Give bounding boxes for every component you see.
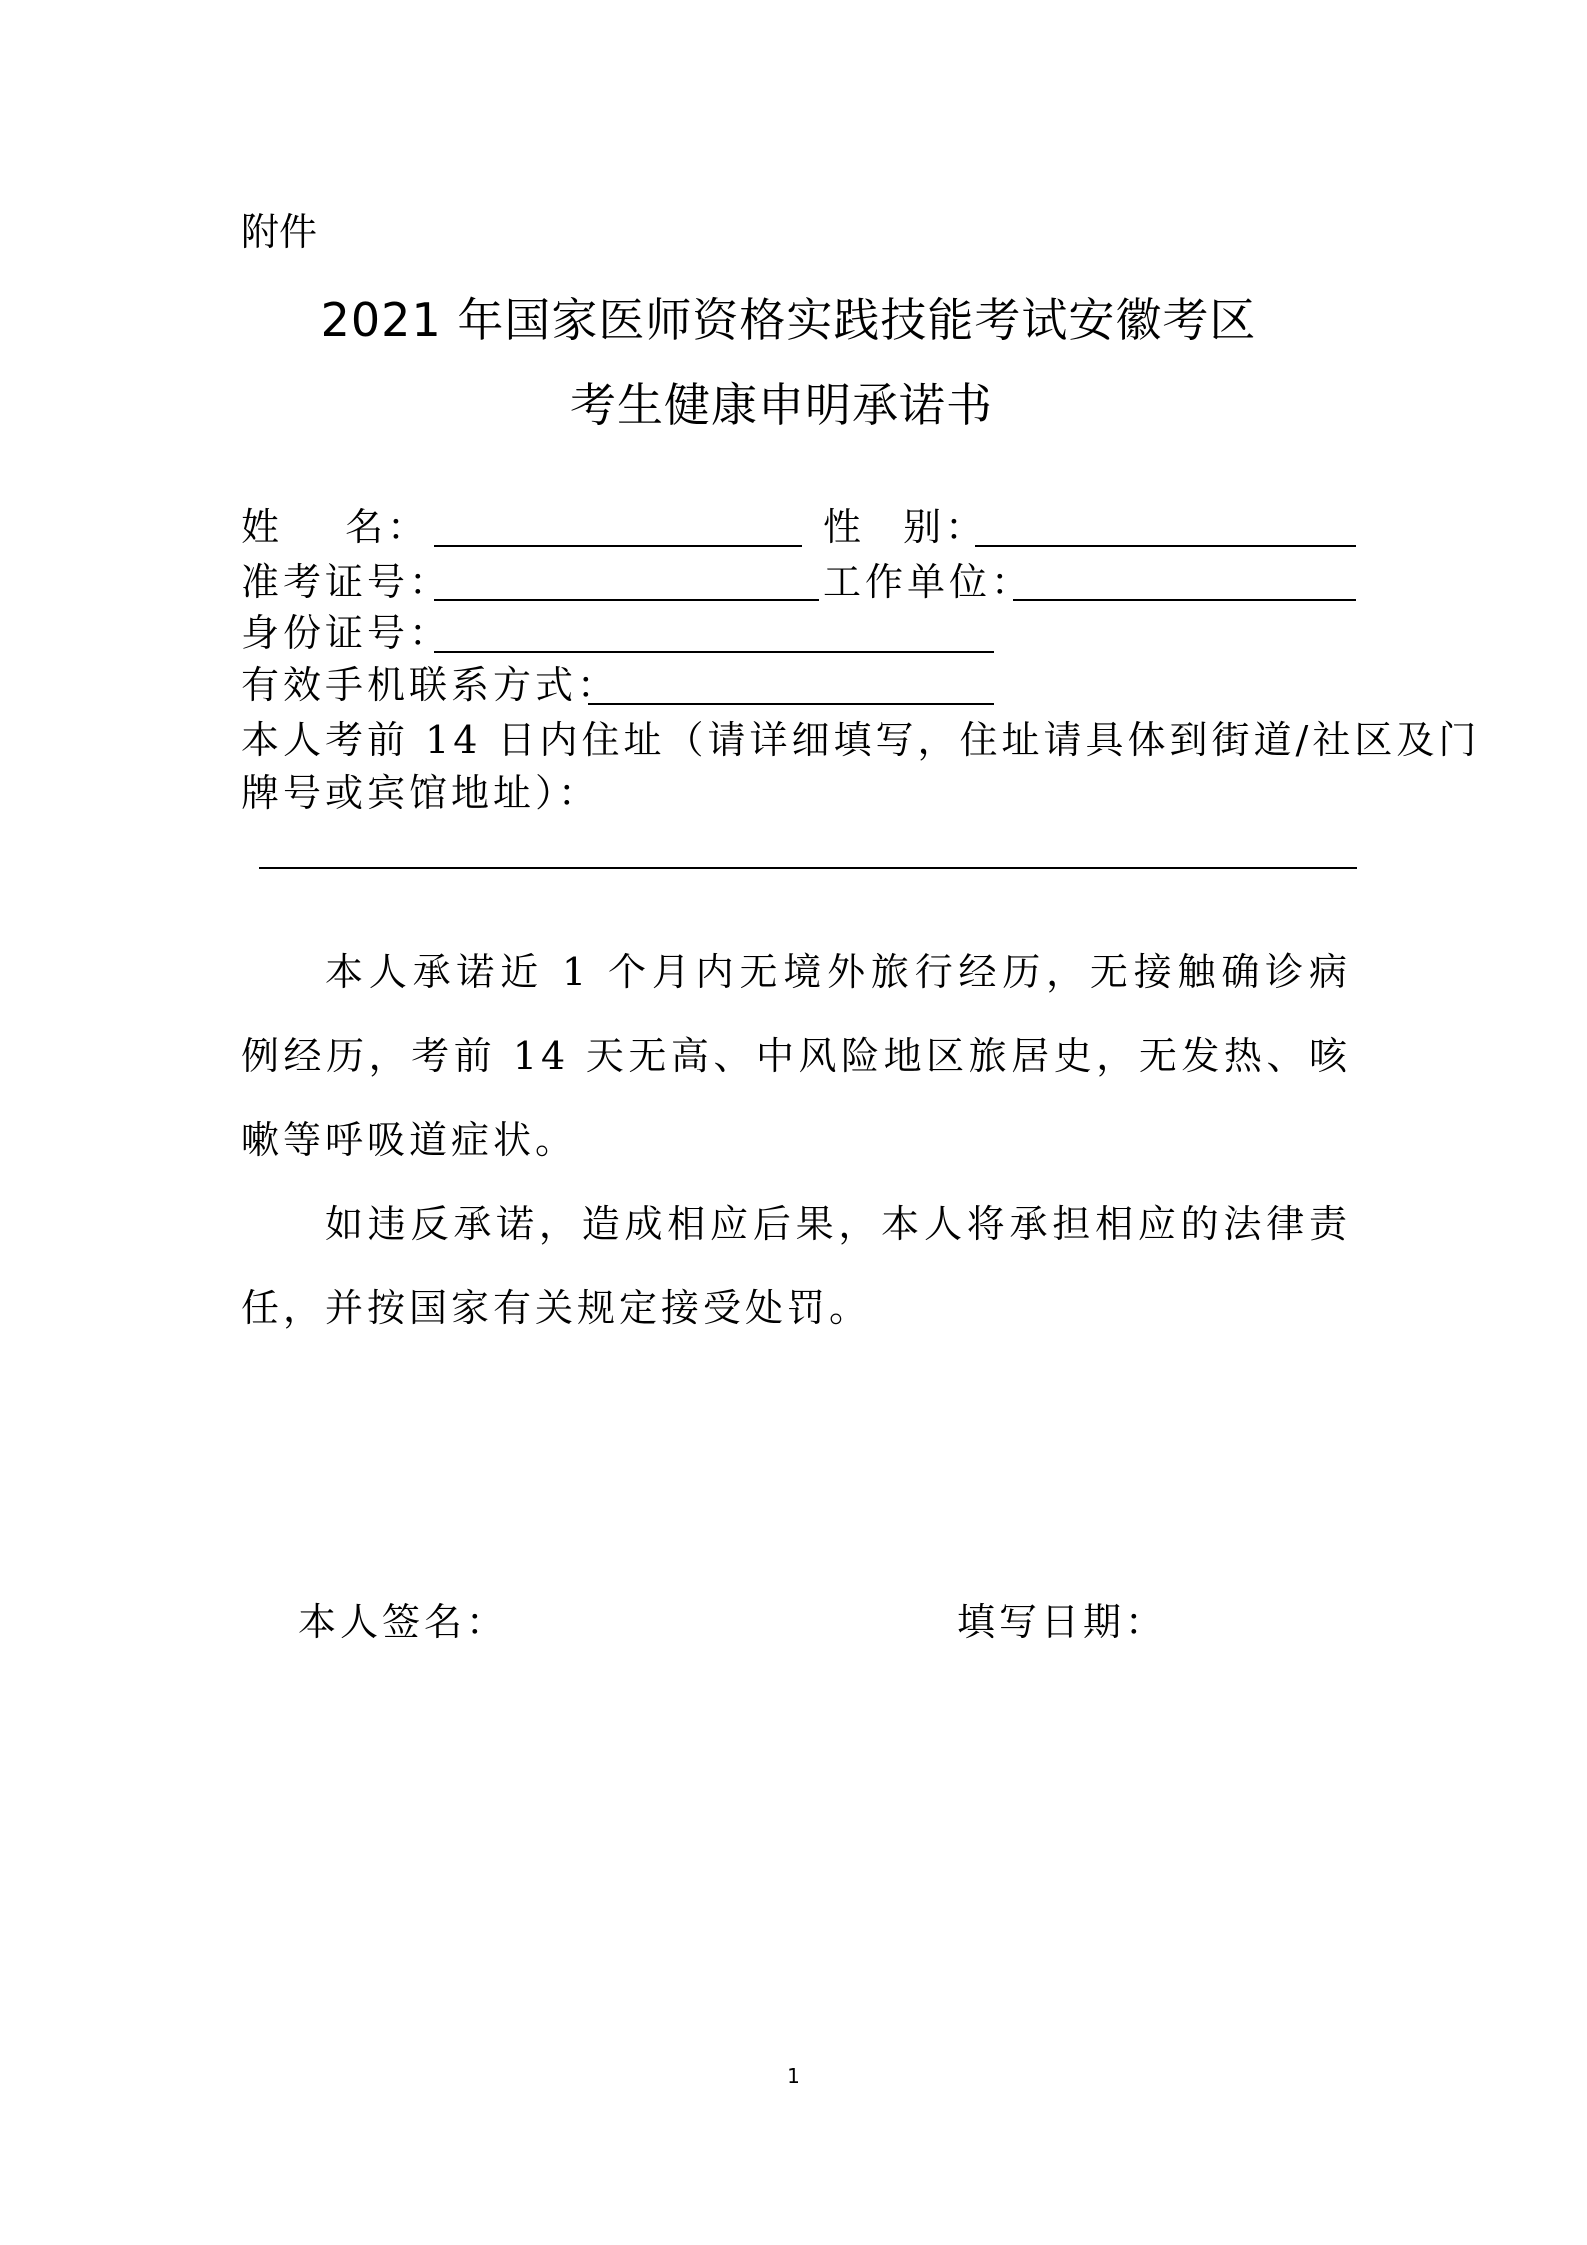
address-label-line1: 本人考前 14 日内住址（请详细填写，住址请具体到街道/社区及门 (241, 718, 1481, 762)
signature-label: 本人签名： (298, 1600, 509, 1644)
gender-label-text: 性 别： (823, 505, 988, 549)
gender-label (823, 502, 987, 552)
date-label: 填写日期： (957, 1600, 1168, 1644)
work-unit-label: 工作单位： (823, 560, 1034, 604)
id-card-field[interactable] (434, 651, 994, 653)
phone-field[interactable] (588, 703, 994, 705)
address-label-line2: 牌号或宾馆地址）： (241, 771, 601, 815)
exam-id-label: 准考证号： (241, 560, 452, 604)
work-unit-field[interactable] (1013, 599, 1356, 601)
commitment-paragraph-2: 如违反承诺，造成相应后果，本人将承担相应的法律责任，并按国家有关规定接受处罚。 (241, 1202, 1351, 1330)
document-title: 2021 年国家医师资格实践技能考试安徽考区 (320, 293, 1257, 347)
name-label-text: 姓 名： (241, 505, 430, 549)
gender-field[interactable] (975, 545, 1356, 547)
document-subtitle: 考生健康申明承诺书 (570, 378, 993, 432)
attachment-label: 附件 (241, 210, 318, 254)
address-field[interactable] (259, 867, 1357, 869)
page-number: 1 (787, 2064, 800, 2088)
name-label (241, 502, 429, 552)
commitment-paragraph-1: 本人承诺近 1 个月内无境外旅行经历，无接触确诊病例经历，考前 14 天无高、中风险地区旅居史，无发热、咳嗽等呼吸道症状。 (241, 950, 1351, 1162)
exam-id-field[interactable] (434, 599, 819, 601)
id-card-label: 身份证号： (241, 611, 452, 655)
name-field[interactable] (434, 545, 802, 547)
phone-label: 有效手机联系方式： (241, 663, 620, 707)
